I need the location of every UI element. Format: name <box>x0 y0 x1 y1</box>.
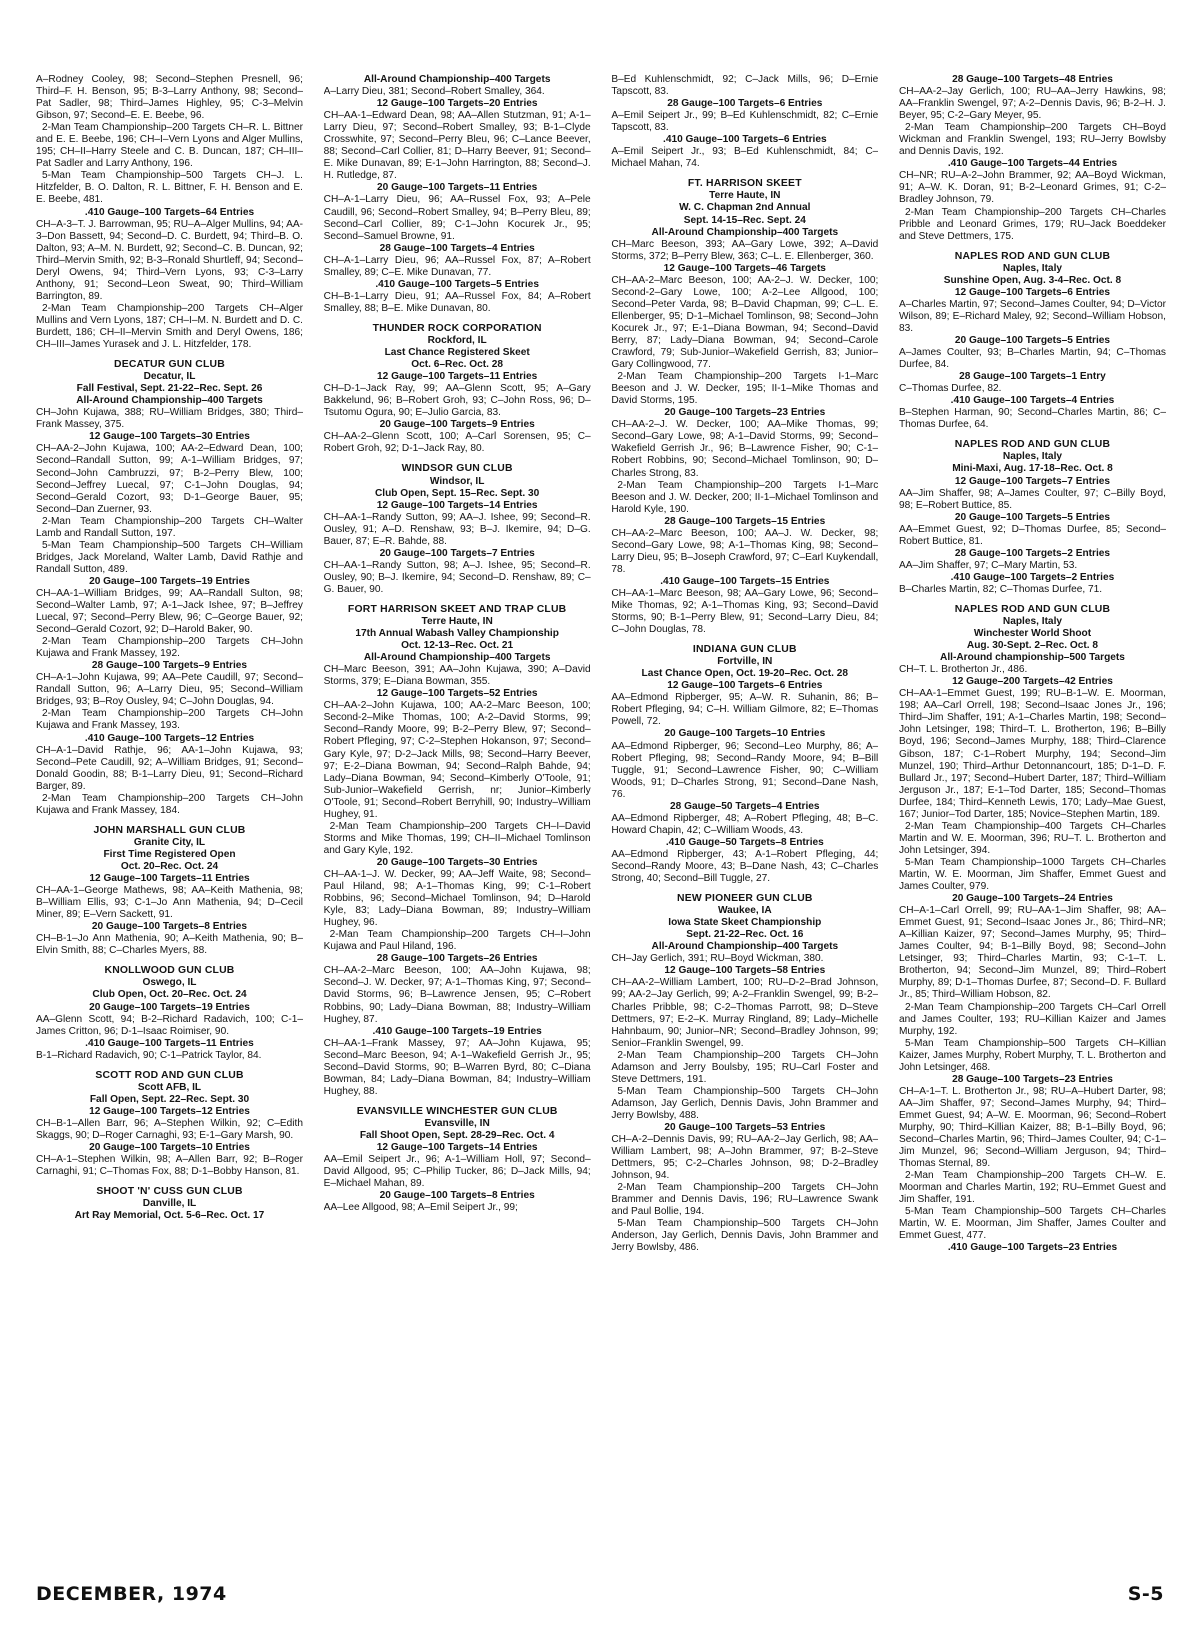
event-heading: .410 Gauge–100 Targets–64 Entries <box>84 206 255 218</box>
team-result-text: 2-Man Team Championship–200 Targets CH–R. L. Bittner and E. E. Beebe, 196; CH–I–Vern Lyons and Alger Mullins, 195; CH–II–Harry Steele and C. B. Duncan, 187; CH–III–Pat Sadler and Larry Anthony, 196. <box>36 122 303 170</box>
event-heading: 12 Gauge–100 Targets–14 Entries <box>376 1142 538 1154</box>
results-columns <box>36 74 1166 1564</box>
event-heading: 20 Gauge–100 Targets–24 Entries <box>952 893 1113 905</box>
team-result-text: 2-Man Team Championship–200 Targets CH–I–David Storms and Mike Thomas, 199; CH–II–Michael Tomlinson and Gary Kyle, 192. <box>323 820 591 856</box>
event-heading: 12 Gauge–100 Targets–7 Entries <box>954 475 1111 487</box>
club-heading: NEW PIONEER GUN CLUB <box>677 893 813 905</box>
event-heading: First Time Registered Open <box>103 848 236 860</box>
result-text: CH–AA-1–J. W. Decker, 99; AA–Jeff Waite, 98; Second–Paul Hiland, 98; A-1–Thomas King, 99; C-1–Robert Robbins, 96; Second–Michael Tomlinson, 94; D–Harold Kyle, 83; Lady–Diana Bowman, 89; Industry–William Hughey, 96. <box>323 869 591 929</box>
result-text: CH–AA-1–Marc Beeson, 98; AA–Gary Lowe, 96; Second–Mike Thomas, 92; A-1–Thomas King, 93; Second–David Storms, 90; B-1–Perry Blew, 91; Second–Larry Dieu, 84; C–John Douglas, 78. <box>611 587 879 636</box>
event-heading: 20 Gauge–100 Targets–10 Entries <box>89 1142 250 1154</box>
event-heading: 12 Gauge–100 Targets–14 Entries <box>376 499 538 511</box>
event-heading: 28 Gauge–100 Targets–4 Entries <box>379 242 535 254</box>
event-heading: Decatur, IL <box>143 371 196 383</box>
event-heading: 20 Gauge–100 Targets–9 Entries <box>379 419 535 431</box>
result-text: CH–John Kujawa, 388; RU–William Bridges, 380; Third–Frank Massey, 375. <box>36 407 303 431</box>
club-heading: FT. HARRISON SKEET <box>687 178 802 190</box>
team-result-text: 2-Man Team Championship–200 Targets CH–W. E. Moorman and Charles Martin, 192; RU–Emmet Guest and Jim Shaffer, 191. <box>898 1170 1166 1206</box>
team-result-text: 5-Man Team Championship–1000 Targets CH–Charles Martin, W. E. Moorman, Jim Shaffer, Emmet Guest and James Coulter, 979. <box>898 856 1166 893</box>
result-text: CH–AA-2–William Lambert, 100; RU–D-2–Brad Johnson, 99; AA-2–Jay Gerlich, 99; A-2–Franklin Swengel, 99; B-2–Charles Pribble, 98; C-2–Thomas Parrott, 98; D–Steve Dettmers, 97; E-2–K. Murray Ringland, 89; Lady–Michelle Hahnbaum, 90; Junior–NR; Second–Bradley Johnson, 99; Senior–Franklin Swengel, 99. <box>611 977 879 1049</box>
result-text: AA–Edmond Ripberger, 48; A–Robert Pfleging, 48; B–C. Howard Chapin, 42; C–William Woods, 43. <box>611 812 879 836</box>
event-heading: Naples, Italy <box>1002 616 1063 628</box>
result-text: AA–Emmet Guest, 92; D–Thomas Durfee, 85; Second–Robert Buttice, 81. <box>898 523 1166 547</box>
result-text: CH–A-1–John Kujawa, 99; AA–Pete Caudill, 97; Second–Randall Sutton, 96; A–Larry Dieu, 95; Second–William Bridges, 93; B–Roy Ousley, 94; C–John Douglas, 94. <box>36 672 303 708</box>
result-text: AA–Glenn Scott, 94; B-2–Richard Radavich, 100; C-1–James Critton, 96; D-1–Isaac Roimiser, 90. <box>36 1013 303 1037</box>
event-heading: 20 Gauge–100 Targets–8 Entries <box>91 921 248 933</box>
result-text: AA–Jim Shaffer, 97; C–Mary Martin, 53. <box>898 559 1078 571</box>
result-text: CH–AA-2–Jay Gerlich, 100; RU–AA–Jerry Hawkins, 98; AA–Franklin Swengel, 97; A-2–Dennis Davis, 96; B-2–H. J. Beyer, 95; C-2–Gary Meyer, 95. <box>898 86 1166 122</box>
team-result-text: 5-Man Team Championship–500 Targets CH–John Anderson, Jay Gerlich, Dennis Davis, John Brammer and Jerry Bowlsby, 486. <box>611 1218 879 1254</box>
result-text: CH–AA-2–J. W. Decker, 100; AA–Mike Thomas, 99; Second–Gary Lowe, 98; A-1–David Storms, 99; Second–Wakefield Gerrish Jr., 96; B–Lawrence Fisher, 90; C-1–Robert Robbins, 90; Second–Michael Tomlinson, 90; D–Charles Strong, 83. <box>611 419 879 479</box>
event-heading: 28 Gauge–100 Targets–23 Entries <box>952 1073 1113 1085</box>
event-heading: 28 Gauge–100 Targets–1 Entry <box>959 371 1106 383</box>
result-text: AA–Emil Seipert Jr., 96; A-1–William Holl, 97; Second–David Allgood, 95; C–Philip Tucker, 86; D–Jack Mills, 94; E–Michael Mahan, 89. <box>323 1154 591 1190</box>
event-heading: 28 Gauge–50 Targets–4 Entries <box>670 800 820 812</box>
result-text: CH–AA-2–John Kujawa, 100; AA-2–Marc Beeson, 100; Second-2–Mike Thomas, 100; A-2–David Storms, 99; Second–Randy Moore, 99; B-2–Perry Blew, 97; Second–Robert Pfleging, 97; C-2–Stephen Hokanson, 97; Second–Gary Kyle, 97; D-2–Jack Mills, 98; Second–Harry Beever, 97; E-2–Diana Bowman, 94; Second–Ralph Bahde, 94; Lady–Diana Bowman, 94; Second–Kimberly O'Toole, 91; Sub-Junior–Wakefield Gerrish, nr; Junior–Kimberly O'Toole, 91; Second–Robert Berryhill, 90; Industry–William Hughey, 91. <box>323 700 591 820</box>
event-heading: Naples, Italy <box>1002 262 1063 274</box>
event-heading: Sept. 21-22–Rec. Oct. 16 <box>686 929 804 941</box>
event-heading: Art Ray Memorial, Oct. 5-6–Rec. Oct. 17 <box>74 1210 265 1222</box>
event-heading: Fall Open, Sept. 22–Rec. Sept. 30 <box>89 1093 250 1105</box>
event-heading: 20 Gauge–100 Targets–19 Entries <box>89 575 250 587</box>
result-text: CH–AA-1–Randy Sutton, 98; A–J. Ishee, 95; Second–R. Ousley, 90; B–J. Ikemire, 94; Second–D. Renshaw, 89; C–G. Bauer, 90. <box>323 559 591 595</box>
club-heading: DECATUR GUN CLUB <box>114 359 225 371</box>
event-heading: .410 Gauge–100 Targets–6 Entries <box>663 134 827 146</box>
result-text: A–Charles Martin, 97; Second–James Coulter, 94; D–Victor Wilson, 89; E–Richard Maley, 92; Second–William Hobson, 83. <box>898 298 1166 334</box>
team-result-text: 2-Man Team Championship–200 Targets CH–John Brammer and Dennis Davis, 196; RU–Lawrence Swank and Paul Bollie, 194. <box>611 1182 879 1218</box>
team-result-text: 2-Man Team Championship–200 Targets I-1–Marc Beeson and J. W. Decker, 195; II-1–Mike Thomas and David Storms, 195. <box>611 371 879 407</box>
event-heading: .410 Gauge–100 Targets–19 Entries <box>372 1025 542 1037</box>
result-text: AA–Jim Shaffer, 98; A–James Coulter, 97; C–Billy Boyd, 98; E–Robert Buttice, 85. <box>898 487 1166 511</box>
club-heading: NAPLES ROD AND GUN CLUB <box>954 250 1111 262</box>
event-heading: All-Around Championship–400 Targets <box>76 395 263 407</box>
event-heading: Oct. 6–Rec. Oct. 28 <box>411 359 504 371</box>
column-1 <box>36 74 303 1564</box>
result-text: CH–AA-1–Randy Sutton, 99; AA–J. Ishee, 99; Second–R. Ousley, 91; A–D. Renshaw, 93; B–J. Ikemire, 94; D–G. Bauer, 87; E–R. Bahde, 88. <box>323 511 591 547</box>
club-heading: JOHN MARSHALL GUN CLUB <box>93 824 246 836</box>
result-text: CH–B-1–Allen Barr, 96; A–Stephen Wilkin, 92; C–Edith Skaggs, 90; D–Roger Carnaghi, 93; E-1–Gary Marsh, 90. <box>36 1117 303 1141</box>
result-text: CH–A-1–Carl Orrell, 99; RU–AA-1–Jim Shaffer, 98; AA–Emmet Guest, 91; Second–Isaac Jones Jr., 86; Third–NR; A–Killian Kaizer, 97; Second–James Murphy, 95; Third–James Coulter, 94; B-1–Billy Boyd, 98; Second–John Letsinger, 93; Third–Charles Martin, 93; C-1–T. L. Brotherton, 94; Second–Jim Munzel, 89; Third–Robert Murphy, 89; D-1–Thomas Durfee, 87; Second–D. F. Bullard Jr., 85; Third–William Hobson, 82. <box>898 905 1166 1001</box>
result-text: CH–T. L. Brotherton Jr., 486. <box>898 664 1028 676</box>
event-heading: Sept. 14-15–Rec. Sept. 24 <box>683 214 806 226</box>
result-text: CH–A-1–T. L. Brotherton Jr., 98; RU–A–Hubert Darter, 98; AA–Jim Shaffer, 97; Second–James Murphy, 94; Third–Emmet Guest, 94; A–W. E. Moorman, 96; Second–Robert Murphy, 90; Third–Killian Kaizer, 88; B-1–Billy Boyd, 96; Second–Charles Martin, 96; Third–James Coulter, 94; C-1–Jim Munzel, 96; Second–William Jerguson, 94; Third–Thomas Sternal, 89. <box>898 1085 1166 1170</box>
event-heading: Aug. 30-Sept. 2–Rec. Oct. 8 <box>966 640 1099 652</box>
event-heading: .410 Gauge–100 Targets–11 Entries <box>85 1037 254 1049</box>
team-result-text: 2-Man Team Championship–400 Targets CH–Charles Martin and W. E. Moorman, 396; RU–T. L. Brotherton and John Letsinger, 394. <box>898 820 1166 856</box>
team-result-text: 2-Man Team Championship–200 Targets CH–Alger Mullins and Vern Lyons, 187; CH–I–M. N. Burdett and D. C. Burdett, 186; CH–II–Mervin Smith and Deryl Owens, 186; CH–III–James Yurasek and J. L. Hitzfelder, 178. <box>36 302 303 351</box>
result-text: B–Stephen Harman, 90; Second–Charles Martin, 86; C–Thomas Durfee, 64. <box>898 407 1166 431</box>
event-heading: Oswego, IL <box>142 977 197 989</box>
event-heading: All-Around Championship–400 Targets <box>651 941 839 953</box>
event-heading: 12 Gauge–100 Targets–30 Entries <box>89 431 250 443</box>
event-heading: All-Around Championship–400 Targets <box>363 74 551 85</box>
result-text: CH–AA-1–William Bridges, 99; AA–Randall Sulton, 98; Second–Walter Lamb, 97; A-1–Jack Ishee, 97; B–Jeffrey Luecal, 97; Second–Perry Blew, 96; C–George Bauer, 92; Second–Gerald Cozort, 92; D–Harold Baker, 90. <box>36 587 303 636</box>
team-result-text: 2-Man Team Championship–200 Targets CH–John Adamson and Jerry Boulsby, 195; RU–Carl Foster and Steve Dettmers, 191. <box>611 1049 879 1085</box>
result-text: CH–A-2–Dennis Davis, 99; RU–AA-2–Jay Gerlich, 98; AA–William Lambert, 98; A–John Brammer, 97; B-2–Steve Dettmers, 95; C-2–Charles Johnson, 98; D-2–Bradley Johnson, 94. <box>611 1134 879 1182</box>
event-heading: 12 Gauge–100 Targets–11 Entries <box>377 371 538 383</box>
event-heading: Windsor, IL <box>429 475 485 487</box>
result-text: CH–AA-2–Marc Beeson, 100; AA–John Kujawa, 98; Second–J. W. Decker, 97; A-1–Thomas King, 97; Second–David Storms, 96; B–Lawrence Jensen, 95; C–Robert Robbins, 90; Lady–Diana Bowman, 88; Industry–William Hughey, 87. <box>323 965 591 1025</box>
event-heading: 20 Gauge–100 Targets–23 Entries <box>664 407 826 419</box>
event-heading: 12 Gauge–100 Targets–12 Entries <box>89 1105 250 1117</box>
event-heading: Waukee, IA <box>717 905 772 917</box>
result-text: CH–Jay Gerlich, 391; RU–Boyd Wickman, 380. <box>611 953 824 965</box>
event-heading: 20 Gauge–100 Targets–10 Entries <box>664 728 826 740</box>
result-text: CH–AA-2–Glenn Scott, 100; A–Carl Sorensen, 95; C–Robert Groh, 92; D-1–Jack Ray, 80. <box>323 431 591 455</box>
event-heading: Last Chance Registered Skeet <box>384 347 530 359</box>
event-heading: Terre Haute, IN <box>709 190 781 202</box>
team-result-text: 2-Man Team Championship–200 Targets CH–John Kujawa and Frank Massey, 192. <box>36 636 303 660</box>
event-heading: 20 Gauge–100 Targets–8 Entries <box>379 1190 535 1202</box>
team-result-text: 5-Man Team Championship–500 Targets CH–Charles Martin, W. E. Moorman, Jim Shaffer, James Coulter and Emmet Guest, 477. <box>898 1206 1166 1242</box>
result-text: B-1–Richard Radavich, 90; C-1–Patrick Taylor, 84. <box>36 1049 262 1061</box>
event-heading: .410 Gauge–100 Targets–4 Entries <box>950 395 1115 407</box>
event-heading: Danville, IL <box>142 1198 197 1210</box>
team-result-text: 2-Man Team Championship–200 Targets CH–Boyd Wickman and Franklin Swengel, 193; RU–Jerry Bowlsby and Dennis Davis, 192. <box>898 122 1166 158</box>
page-number: S-5 <box>1127 1583 1164 1605</box>
event-heading: Mini-Maxi, Aug. 17-18–Rec. Oct. 8 <box>952 463 1113 475</box>
result-text: CH–A-1–Larry Dieu, 96; AA–Russel Fox, 87; A–Robert Smalley, 89; C–E. Mike Dunavan, 77. <box>323 254 591 278</box>
club-heading: NAPLES ROD AND GUN CLUB <box>954 603 1111 615</box>
result-text: AA–Edmond Ripberger, 43; A-1–Robert Pfleging, 44; Second–Randy Moore, 43; B–Dane Nash, 43; C–Charles Strong, 40; Second–Bill Tuggle, 27. <box>611 848 879 885</box>
event-heading: .410 Gauge–100 Targets–23 Entries <box>947 1242 1118 1254</box>
event-heading: .410 Gauge–100 Targets–5 Entries <box>375 278 539 290</box>
result-text: AA–Edmond Ripberger, 95; A–W. R. Suhanin, 86; B–Robert Pfleging, 94; C–H. William Gilmore, 82; E–Thomas Powell, 72. <box>611 692 879 728</box>
event-heading: Club Open, Sept. 15–Rec. Sept. 30 <box>375 487 540 499</box>
team-result-text: 2-Man Team Championship–200 Targets CH–Carl Orrell and James Coulter, 193; RU–Killian Kaizer and James Murphy, 192. <box>898 1001 1166 1037</box>
result-text: CH–Marc Beeson, 393; AA–Gary Lowe, 392; A–David Storms, 372; B–Perry Blew, 363; C–L. E. Ellenberger, 360. <box>611 238 879 262</box>
result-text: AA–Edmond Ripberger, 96; Second–Leo Murphy, 86; A–Robert Pfleging, 98; Second–Randy Moore, 94; B–Bill Tuggle, 91; Second–Lawrence Fisher, 90; C–William Woods, 91; D–Charles Strong, 91; Second–Dane Nash, 76. <box>611 740 879 800</box>
result-text: C–Thomas Durfee, 82. <box>898 383 1002 395</box>
club-heading: FORT HARRISON SKEET AND TRAP CLUB <box>347 603 567 615</box>
event-heading: 20 Gauge–100 Targets–53 Entries <box>664 1121 826 1133</box>
event-heading: .410 Gauge–100 Targets–12 Entries <box>84 732 255 744</box>
event-heading: 28 Gauge–100 Targets–15 Entries <box>664 515 826 527</box>
event-heading: Naples, Italy <box>1002 451 1063 463</box>
event-heading: Fall Festival, Sept. 21-22–Rec. Sept. 26 <box>76 383 263 395</box>
result-text: CH–AA-2–Marc Beeson, 100; AA-2–J. W. Decker, 100; Second-2–Gary Lowe, 100; A-2–Lee Allgood, 100; Second–Peter Varda, 98; B–David Chapman, 99; C–L. E. Ellenberger, 95; D-1–Michael Tomlinson, 98; Second–John Kocurek Jr., 97; E-1–Diana Bowman, 94; Second–David Berry, 87; Lady–Diana Bowman, 94; Second–Carole Crawford, 79; Sub-Junior–Wakefield Gerrish, 83; Junior–Gary Collingwood, 77. <box>611 274 879 371</box>
event-heading: 12 Gauge–200 Targets–42 Entries <box>952 676 1113 688</box>
event-heading: 20 Gauge–100 Targets–30 Entries <box>376 856 538 868</box>
team-result-text: 5-Man Team Championship–500 Targets CH–William Bridges, Jack Moreland, Walter Lamb, David Rathje and Randall Sutton, 489. <box>36 539 303 575</box>
result-text: A–Emil Seipert Jr., 93; B–Ed Kuhlenschmidt, 84; C–Michael Mahan, 74. <box>611 146 879 170</box>
result-text: A–Rodney Cooley, 98; Second–Stephen Presnell, 96; Third–F. H. Benson, 95; B-3–Larry Anthony, 98; Second–Pat Sadler, 98; Third–James Highley, 95; C-3–Melvin Gibson, 97; Second–E. E. Beebe, 96. <box>36 74 303 122</box>
event-heading: 12 Gauge–100 Targets–20 Entries <box>376 98 538 110</box>
footer-date: DECEMBER, 1974 <box>36 1583 227 1605</box>
event-heading: .410 Gauge–100 Targets–2 Entries <box>950 571 1115 583</box>
result-text: CH–AA-2–Marc Beeson, 100; AA–J. W. Decker, 98; Second–Gary Lowe, 98; A-1–Thomas King, 98; Second–Larry Dieu, 95; B–Joseph Crawford, 97; C–Earl Kuykendall, 78. <box>611 527 879 575</box>
result-text: CH–AA-1–George Mathews, 98; AA–Keith Mathenia, 98; B–William Ellis, 93; C-1–Jo Ann Mathenia, 94; D–Cecil Miner, 89; E–Vern Sackett, 91. <box>36 885 303 921</box>
team-result-text: 5-Man Team Championship–500 Targets CH–Killian Kaizer, James Murphy, Robert Murphy, T. L. Brotherton and John Letsinger, 468. <box>898 1037 1166 1073</box>
result-text: B–Ed Kuhlenschmidt, 92; C–Jack Mills, 96; D–Ernie Tapscott, 83. <box>611 74 879 98</box>
event-heading: 20 Gauge–100 Targets–19 Entries <box>89 1001 250 1013</box>
event-heading: Evansville, IN <box>424 1117 490 1129</box>
event-heading: 28 Gauge–100 Targets–2 Entries <box>954 547 1111 559</box>
result-text: B–Charles Martin, 82; C–Thomas Durfee, 71. <box>898 583 1103 595</box>
event-heading: 12 Gauge–100 Targets–11 Entries <box>89 873 250 885</box>
result-text: CH–NR; RU–A-2–John Brammer, 92; AA–Boyd Wickman, 91; A–W. K. Doran, 91; B-2–Leonard Grimes, 91; C-2–Bradley Johnson, 79. <box>898 170 1166 206</box>
club-heading: EVANSVILLE WINCHESTER GUN CLUB <box>356 1105 558 1117</box>
team-result-text: 2-Man Team Championship–200 Targets I-1–Marc Beeson and J. W. Decker, 200; II-1–Michael Tomlinson and Harold Kyle, 190. <box>611 479 879 515</box>
result-text: CH–Marc Beeson, 391; AA–John Kujawa, 390; A–David Storms, 379; E–Diana Bowman, 355. <box>323 664 591 688</box>
event-heading: 28 Gauge–100 Targets–26 Entries <box>376 953 538 965</box>
team-result-text: 2-Man Team Championship–200 Targets CH–John Kujawa and Frank Massey, 184. <box>36 792 303 816</box>
result-text: CH–AA-2–John Kujawa, 100; AA-2–Edward Dean, 100; Second–Randall Sutton, 99; A-1–William Bridges, 97; Second–John Cambruzzi, 97; B-2–Perry Blew, 100; Second–Jeffrey Luecal, 97; C-1–John Douglas, 94; Second–Gerald Cozort, 93; D-1–George Bauer, 95; Second–Dan Zuerner, 93. <box>36 443 303 515</box>
event-heading: Iowa State Skeet Championship <box>668 917 822 929</box>
event-heading: 20 Gauge–100 Targets–5 Entries <box>954 334 1111 346</box>
club-heading: THUNDER ROCK CORPORATION <box>372 322 542 334</box>
team-result-text: 2-Man Team Championship–200 Targets CH–John Kujawa and Frank Massey, 193. <box>36 708 303 732</box>
page-footer <box>36 1583 1164 1609</box>
result-text: CH–A-1–David Rathje, 96; AA-1–John Kujawa, 93; Second–Pete Caudill, 92; A–William Bridges, 91; Second–Donald Goodin, 88; B-1–Larry Dieu, 91; Second–Richard Barger, 89. <box>36 744 303 792</box>
event-heading: 12 Gauge–100 Targets–6 Entries <box>954 286 1111 298</box>
result-text: CH–A-1–Larry Dieu, 96; AA–Russel Fox, 93; A–Pele Caudill, 96; Second–Robert Smalley, 94; B–Perry Bleu, 89; Second–Carl Collier, 89; C-1–John Kocurek Jr., 95; Second–Samuel Browne, 91. <box>323 194 591 242</box>
club-heading: WINDSOR GUN CLUB <box>401 463 513 475</box>
result-text: CH–AA-1–Edward Dean, 98; AA–Allen Stutzman, 91; A-1–Larry Dieu, 97; Second–Robert Smalley, 93; B-1–Clyde Crosswhite, 97; Second–Perry Bleu, 96; C–Lance Beever, 88; Second–Carl Collier, 81; D–Harry Beever, 91; Second–E. Mike Dunavan, 89; E-1–John Harrington, 88; Second–J. H. Rutledge, 87. <box>323 110 591 182</box>
result-text: A–James Coulter, 93; B–Charles Martin, 94; C–Thomas Durfee, 84. <box>898 347 1166 371</box>
event-heading: 20 Gauge–100 Targets–5 Entries <box>954 511 1111 523</box>
event-heading: 12 Gauge–100 Targets–52 Entries <box>376 688 538 700</box>
club-heading: KNOLLWOOD GUN CLUB <box>104 965 235 977</box>
event-heading: All-Around championship–500 Targets <box>940 652 1125 664</box>
result-text: A–Emil Seipert Jr., 99; B–Ed Kuhlenschmidt, 82; C–Ernie Tapscott, 83. <box>611 110 879 134</box>
club-heading: SCOTT ROD AND GUN CLUB <box>95 1069 244 1081</box>
event-heading: W. C. Chapman 2nd Annual <box>679 202 811 214</box>
event-heading: 20 Gauge–100 Targets–7 Entries <box>379 547 535 559</box>
event-heading: Terre Haute, IN <box>421 616 493 628</box>
event-heading: Rockford, IL <box>427 334 487 346</box>
column-4 <box>899 74 1166 1564</box>
event-heading: Scott AFB, IL <box>137 1081 202 1093</box>
result-text: A–Larry Dieu, 381; Second–Robert Smalley, 364. <box>323 86 545 98</box>
event-heading: 12 Gauge–100 Targets–46 Targets <box>663 262 826 274</box>
event-heading: 20 Gauge–100 Targets–11 Entries <box>377 182 538 194</box>
result-text: CH–A-3–T. J. Barrowman, 95; RU–A–Alger Mullins, 94; AA-3–Don Bassett, 94; Second–D. C. Burdett, 94; Third–B. O. Dalton, 93; A–M. N. Burdett, 92; Second–C. B. Duncan, 92; Third–Mervin Smith, 92; B-3–Ronald Shurtleff, 94; Second–Deryl Owens, 94; Third–Vern Lyons, 93; C-3–Larry Anthony, 91; Second–Leon Sweat, 90; Third–William Barrington, 89. <box>36 218 303 302</box>
result-text: AA–Lee Allgood, 98; A–Emil Seipert Jr., 99; <box>323 1202 518 1214</box>
team-result-text: 2-Man Team Championship–200 Targets CH–Charles Pribble and Leonard Grimes, 179; RU–Jack Boeddeker and Steve Dettmers, 175. <box>898 206 1166 242</box>
column-2 <box>324 74 591 1564</box>
event-heading: Oct. 20–Rec. Oct. 24 <box>120 861 219 872</box>
event-heading: 28 Gauge–100 Targets–9 Entries <box>91 660 248 672</box>
team-result-text: 5-Man Team Championship–500 Targets CH–John Adamson, Jay Gerlich, Dennis Davis, John Brammer and Jerry Bowlsby, 488. <box>611 1085 879 1121</box>
event-heading: 17th Annual Wabash Valley Championship <box>355 628 559 640</box>
event-heading: All-Around Championship–400 Targets <box>651 226 839 238</box>
event-heading: 28 Gauge–100 Targets–48 Entries <box>952 74 1113 85</box>
event-heading: Winchester World Shoot <box>973 628 1092 640</box>
club-heading: NAPLES ROD AND GUN CLUB <box>954 439 1111 451</box>
event-heading: 12 Gauge–100 Targets–58 Entries <box>664 965 826 977</box>
event-heading: Oct. 12-13–Rec. Oct. 21 <box>401 640 514 652</box>
club-heading: INDIANA GUN CLUB <box>692 644 797 656</box>
result-text: CH–AA-1–Emmet Guest, 199; RU–B-1–W. E. Moorman, 198; AA–Carl Orrell, 198; Second–Isaac Jones Jr., 196; Third–Jim Shaffer, 191; A-1–Charles Martin, 198; Second–John Letsinger, 198; Third–T. L. Brotherton, 196; B–Billy Boyd, 196; Second–James Murphy, 188; Third–Clarence Gibson, 187; C-1–Robert Murphy, 194; Second–Jim Munzel, 190; Third–Arthur Detonnancourt, 185; D-1–D. F. Bullard Jr., 197; Second–Hubert Darter, 187; Third–William Jerguson Jr., 187; E-1–Tod Darter, 185; Second–Thomas Durfee, 184; Third–Kenneth Lewis, 170; Lady–Mae Guest, 167; Junior–Tod Darter, 185; Novice–Stephen Martin, 189. <box>898 688 1166 820</box>
event-heading: Fortville, IN <box>717 656 773 668</box>
event-heading: Fall Shoot Open, Sept. 28-29–Rec. Oct. 4 <box>359 1129 555 1141</box>
result-text: CH–B-1–Jo Ann Mathenia, 90; A–Keith Mathenia, 90; B–Elvin Smith, 88; C–Charles Myers, 88. <box>36 933 303 957</box>
event-heading: 28 Gauge–100 Targets–6 Entries <box>667 98 823 110</box>
team-result-text: 2-Man Team Championship–200 Targets CH–Walter Lamb and Randall Sutton, 197. <box>36 515 303 539</box>
event-heading: Last Chance Open, Oct. 19-20–Rec. Oct. 28 <box>641 668 849 680</box>
event-heading: Sunshine Open, Aug. 3-4–Rec. Oct. 8 <box>943 274 1122 286</box>
event-heading: .410 Gauge–100 Targets–15 Entries <box>660 575 830 587</box>
result-text: CH–B-1–Larry Dieu, 91; AA–Russel Fox, 84; A–Robert Smalley, 88; B–E. Mike Dunavan, 80. <box>323 290 591 314</box>
event-heading: 12 Gauge–100 Targets–6 Entries <box>667 680 823 692</box>
column-3 <box>611 74 878 1564</box>
event-heading: .410 Gauge–50 Targets–8 Entries <box>665 836 824 848</box>
team-result-text: 5-Man Team Championship–500 Targets CH–J. L. Hitzfelder, B. O. Dalton, R. L. Bittner, F. H. Benson and E. E. Beebe, 481. <box>36 170 303 206</box>
event-heading: .410 Gauge–100 Targets–44 Entries <box>947 158 1118 170</box>
event-heading: Club Open, Oct. 20–Rec. Oct. 24 <box>92 989 247 1001</box>
event-heading: Granite City, IL <box>133 836 206 848</box>
result-text: CH–A-1–Stephen Wilkin, 98; A–Allen Barr, 92; B–Roger Carnaghi, 91; C–Thomas Fox, 88; D-1–Bobby Hanson, 81. <box>36 1154 303 1178</box>
event-heading: All-Around Championship–400 Targets <box>363 652 551 664</box>
result-text: CH–AA-1–Frank Massey, 97; AA–John Kujawa, 95; Second–Marc Beeson, 94; A-1–Wakefield Gerrish Jr., 95; Second–David Storms, 90; B–Warren Byrd, 80; C–Diana Bowman, 84; Lady–Diana Bowman, 84; Industry–William Hughey, 88. <box>323 1037 591 1097</box>
club-heading: SHOOT 'N' CUSS GUN CLUB <box>96 1186 243 1198</box>
result-text: CH–D-1–Jack Ray, 99; AA–Glenn Scott, 95; A–Gary Bakkelund, 96; B–Robert Groh, 93; C–John Ross, 96; D–Tsutomu Ogura, 90; E–Julio Garcia, 83. <box>323 383 591 419</box>
team-result-text: 2-Man Team Championship–200 Targets CH–I–John Kujawa and Paul Hiland, 196. <box>323 929 591 953</box>
